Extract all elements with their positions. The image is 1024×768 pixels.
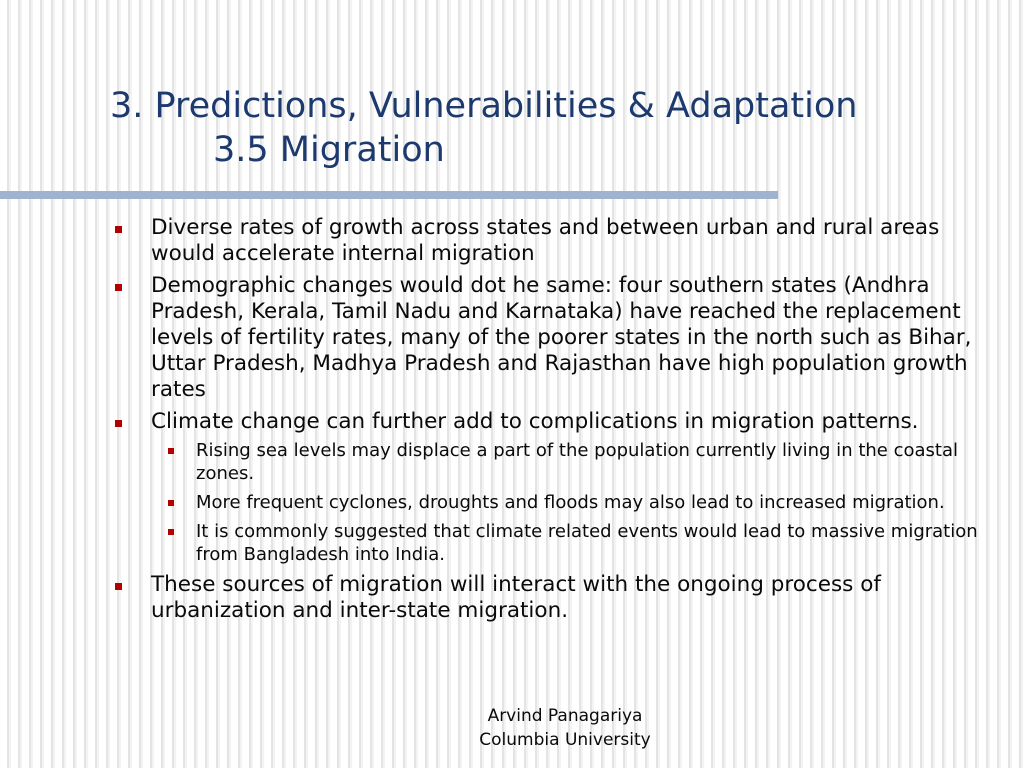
sub-bullet-text: Rising sea levels may displace a part of the population currently living in the coastal zones. <box>196 440 958 484</box>
slide-title-line-1: 3. Predictions, Vulnerabilities & Adaptation <box>110 86 858 126</box>
sub-bullet-text: It is commonly suggested that climate related events would lead to massive migration from Bangladesh into India. <box>196 521 978 565</box>
footer-author: Arvind Panagariya <box>487 706 643 726</box>
sub-bullet-text: More frequent cyclones, droughts and floods may also lead to increased migration. <box>196 492 945 513</box>
sub-bullet-item <box>151 520 1000 566</box>
square-bullet-icon <box>115 284 122 291</box>
slide-title <box>110 84 1010 172</box>
bullet-list <box>110 215 1000 630</box>
bullet-text: These sources of migration will interact with the ongoing process of urbanization and inter-state migration. <box>151 572 881 623</box>
bullet-item <box>110 572 1000 624</box>
sub-bullet-item <box>151 439 1000 485</box>
sub-bullet-item <box>151 491 1000 514</box>
bullet-text: Diverse rates of growth across states and between urban and rural areas would accelerate internal migration <box>151 215 940 266</box>
bullet-text: Demographic changes would dot he same: four southern states (Andhra Pradesh, Kerala, Tamil Nadu and Karnataka) have reached the replacement levels of fertility rates, many of the poorer states in the north such as Bihar, Uttar Pradesh, Madhya Pradesh and Rajasthan have high population growth rates <box>151 273 972 402</box>
bullet-text: Climate change can further add to complications in migration patterns. <box>151 409 919 434</box>
square-bullet-icon <box>168 448 174 454</box>
title-divider <box>0 191 778 199</box>
square-bullet-icon <box>115 420 122 427</box>
slide-footer <box>410 704 720 752</box>
footer-affiliation: Columbia University <box>479 730 651 750</box>
sub-bullet-list <box>151 439 1000 566</box>
square-bullet-icon <box>168 529 174 535</box>
bullet-item <box>110 409 1000 566</box>
square-bullet-icon <box>115 583 122 590</box>
square-bullet-icon <box>115 226 122 233</box>
bullet-item <box>110 273 1000 403</box>
slide-title-line-2: 3.5 Migration <box>213 130 445 170</box>
square-bullet-icon <box>168 500 174 506</box>
bullet-item <box>110 215 1000 267</box>
